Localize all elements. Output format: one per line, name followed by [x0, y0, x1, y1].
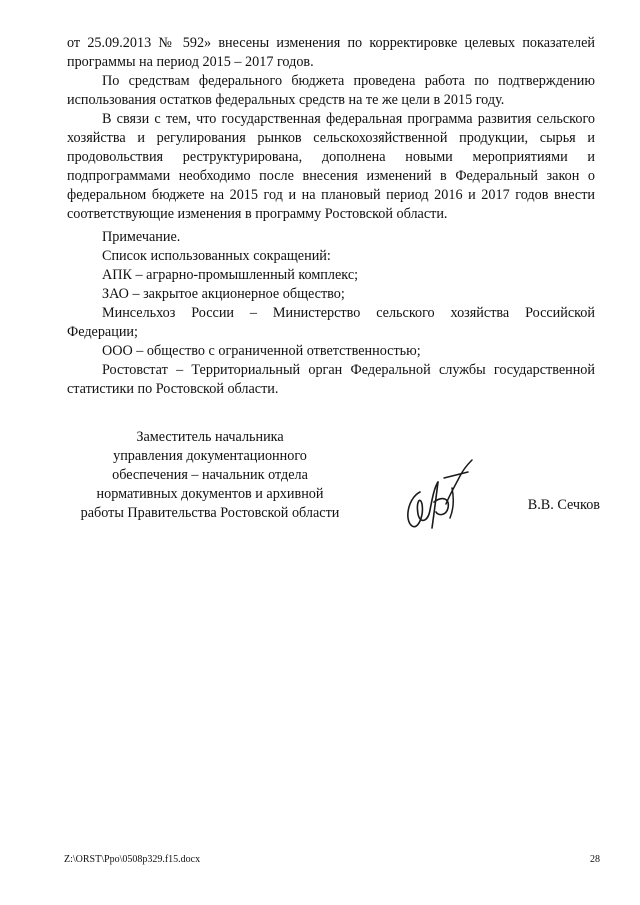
notes-title: Примечание. — [102, 229, 181, 245]
page-number: 28 — [590, 854, 600, 865]
position-line: Заместитель начальника — [136, 429, 284, 445]
abbreviation-item: АПК – аграрно-промышленный комплекс; — [102, 267, 359, 283]
abbreviation-item: Минсельхоз России – Министерство сельского хозяйства Российской Федерации; — [67, 305, 595, 340]
position-line: работы Правительства Ростовской области — [80, 505, 340, 521]
handwritten-signature — [398, 458, 478, 538]
position-line: обеспечения – начальник отдела — [112, 467, 308, 483]
position-line: нормативных документов и архивной — [96, 486, 324, 502]
footer-file-path: Z:\ORST\Ppo\0508p329.f15.docx — [64, 854, 201, 865]
abbreviation-item: Ростовстат – Территориальный орган Федеральной службы государственной статистики по Ростовской области. — [67, 362, 595, 397]
body-text — [67, 34, 595, 224]
paragraph-continuation: от 25.09.2013 № 592» внесены изменения по корректировке целевых показателей программы на период 2015 – 2017 годов. — [67, 35, 595, 70]
paragraph-program-changes: В связи с тем, что государственная федеральная программа развития сельского хозяйства и регулирования рынков сельскохозяйственной продукции, сырья и продовольствия реструктурирована, дополнена новыми мероприятиями и подпрограммами необходимо после внесения изменений в Федеральный закон о федеральном бюджете на 2015 год и на плановый период 2016 и 2017 годов внести соответствующие изменения в программу Ростовской области. — [67, 111, 595, 222]
abbreviation-item: ООО – общество с ограниченной ответственностью; — [102, 343, 421, 359]
position-line: управления документационного — [113, 448, 307, 464]
signatory-position — [60, 428, 360, 523]
paragraph-federal-budget: По средствам федерального бюджета проведена работа по подтверждению использования остатков федеральных средств на те же цели в 2015 году. — [67, 73, 595, 108]
signer-name: В.В. Сечков — [527, 497, 600, 513]
notes-section — [67, 228, 595, 399]
abbreviations-title: Список использованных сокращений: — [102, 248, 331, 264]
abbreviation-item: ЗАО – закрытое акционерное общество; — [102, 286, 345, 302]
